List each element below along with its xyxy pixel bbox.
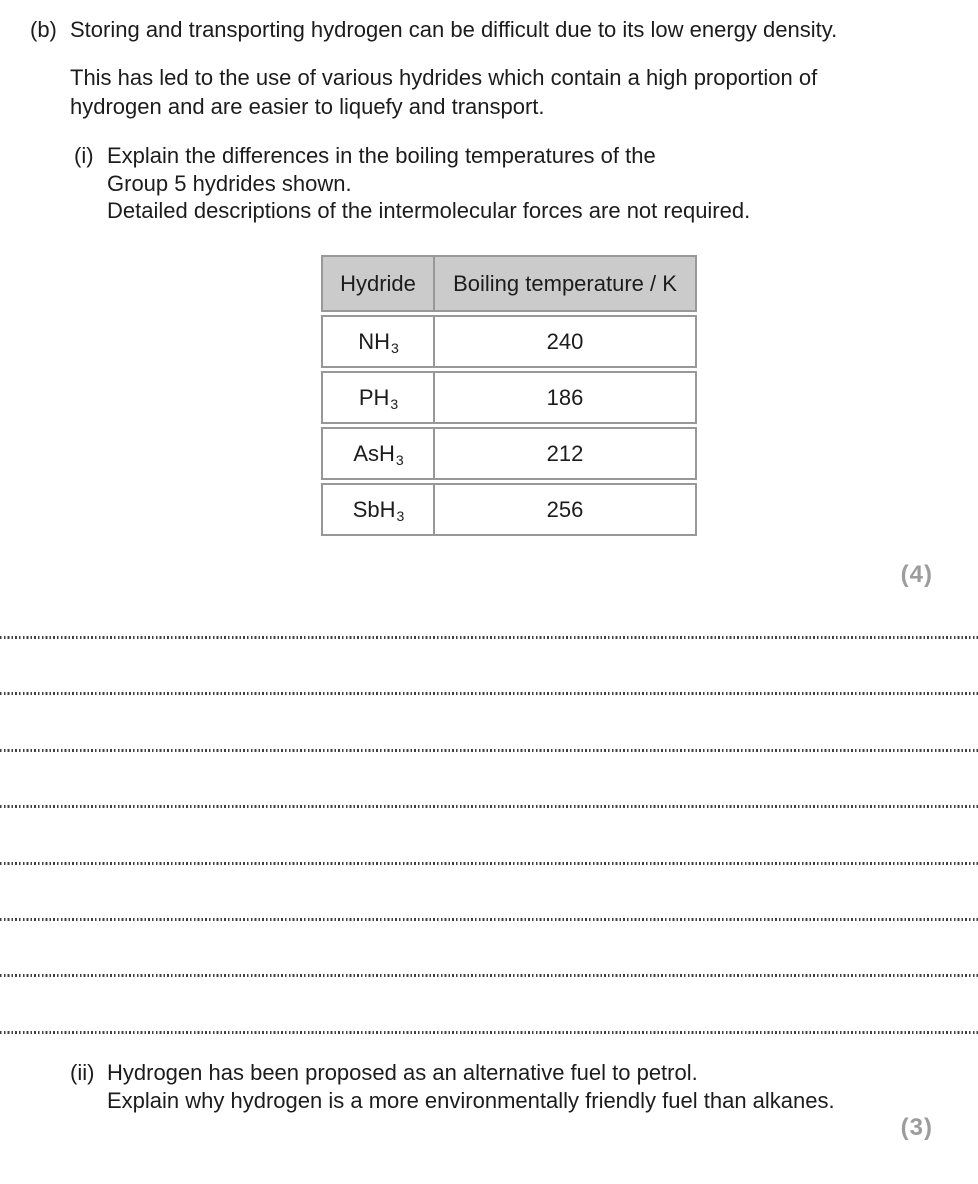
boiling-temperature-value: 186: [546, 384, 584, 410]
table-row: [321, 315, 697, 368]
table-header-row: [321, 255, 697, 312]
paragraph-line: hydrogen and are easier to liquefy and transport.: [70, 93, 545, 119]
table-row: [321, 483, 697, 536]
question-line: Group 5 hydrides shown.: [107, 170, 352, 196]
table-row: [321, 427, 697, 480]
part-i-label: (i): [74, 143, 94, 168]
answer-line: [0, 636, 978, 639]
question-b-label: (b): [30, 17, 57, 42]
answer-line: [0, 974, 978, 977]
part-i-question-text: [107, 142, 750, 225]
hydride-boiling-table: [321, 255, 697, 539]
question-line: Detailed descriptions of the intermolecular forces are not required.: [107, 198, 751, 223]
question-line: Explain the differences in the boiling temperatures of the: [107, 143, 656, 168]
paragraph-line: This has led to the use of various hydrides which contain a high proportion of: [70, 65, 818, 90]
answer-line: [0, 918, 978, 921]
answer-line: [0, 1031, 978, 1034]
question-b-paragraph: [70, 64, 817, 121]
boiling-temperature-value: 212: [546, 440, 584, 466]
part-ii-marks-badge: (3): [900, 1114, 933, 1141]
hydride-formula: PH $_3$: [323, 373, 435, 422]
hydride-formula: SbH $_3$: [323, 485, 435, 534]
part-ii-question-text: [107, 1059, 835, 1115]
question-line: Explain why hydrogen is a more environmentally friendly fuel than alkanes.: [107, 1088, 835, 1113]
question-b-intro-text: Storing and transporting hydrogen can be difficult due to its low energy density.: [70, 17, 838, 42]
table-row: [321, 371, 697, 424]
answer-line: [0, 692, 978, 695]
answer-line: [0, 749, 978, 752]
part-i-marks-badge: (4): [900, 561, 933, 588]
part-ii-label: (ii): [70, 1060, 95, 1085]
question-line: Hydrogen has been proposed as an alternative fuel to petrol.: [107, 1060, 698, 1085]
column-header-hydride: Hydride: [323, 257, 435, 310]
boiling-temperature-value: 240: [546, 328, 584, 354]
hydride-formula: NH $_3$: [323, 317, 435, 366]
answer-line: [0, 862, 978, 865]
answer-line: [0, 805, 978, 808]
hydride-formula: AsH $_3$: [323, 429, 435, 478]
column-header-boiling-temperature: Boiling temperature / K: [453, 270, 677, 296]
boiling-temperature-value: 256: [546, 496, 584, 522]
